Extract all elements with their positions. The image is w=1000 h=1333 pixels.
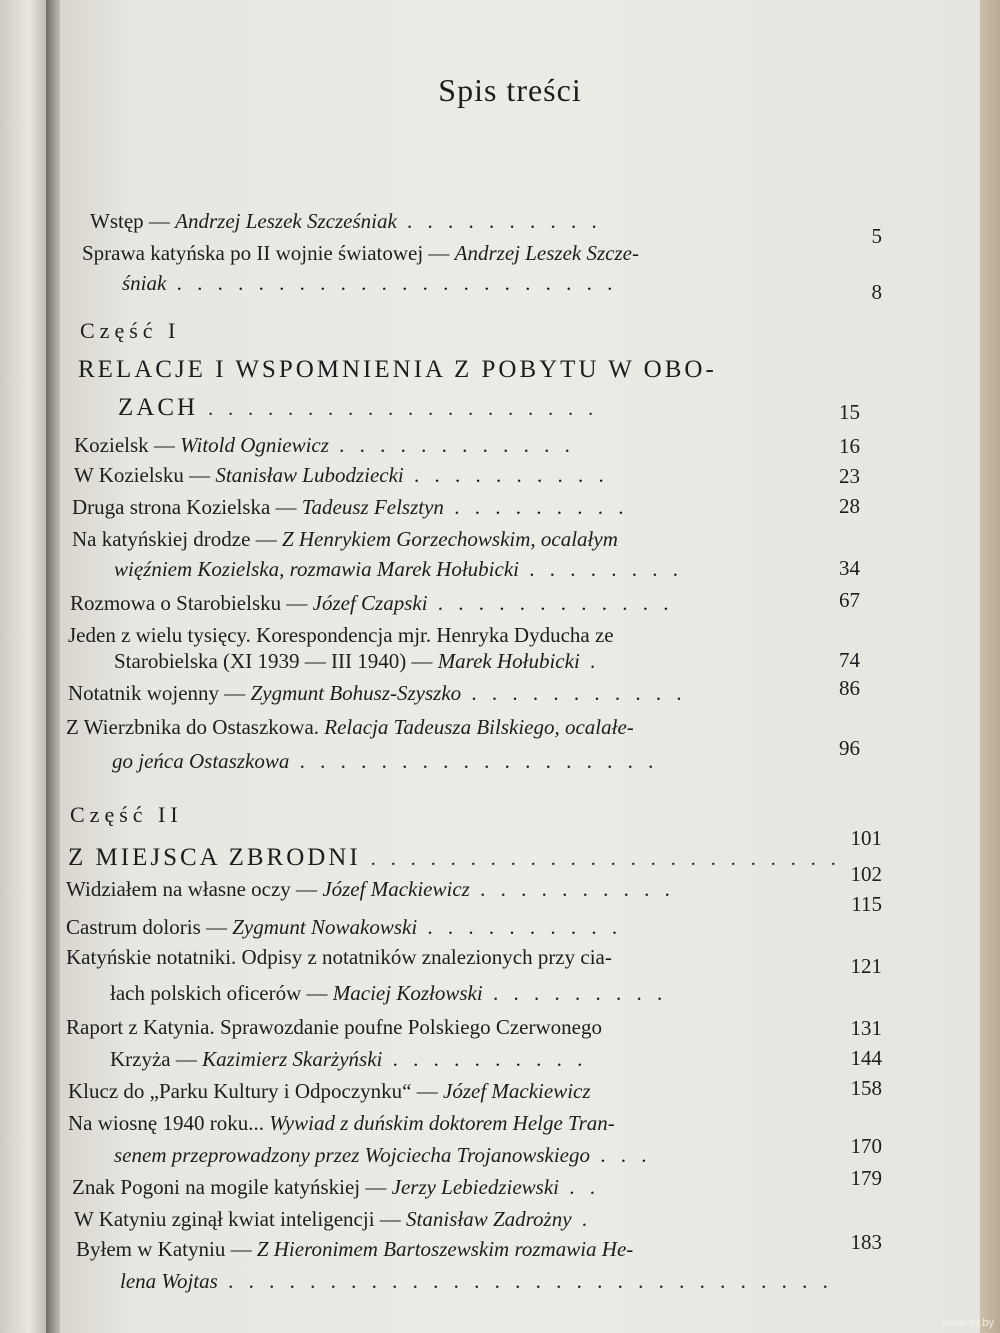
page-number: 8 xyxy=(871,280,882,304)
toc-entry: Kozielsk — Witold Ogniewicz . . . . . . . . . . . . xyxy=(74,433,575,457)
toc-entry-continuation: go jeńca Ostaszkowa . . . . . . . . . . . . . . . . . . xyxy=(112,749,659,773)
page-number: 121 xyxy=(850,954,882,978)
page-number: 144 xyxy=(850,1046,882,1070)
toc-entry-continuation: Krzyża — Kazimierz Skarżyński . . . . . . . . . . xyxy=(110,1047,588,1071)
toc-entry-continuation: śniak . . . . . . . . . . . . . . . . . . . . . . xyxy=(122,271,618,295)
toc-entry: Raport z Katynia. Sprawozdanie poufne Polskiego Czerwonego xyxy=(66,1015,602,1039)
toc-entry: Wstęp — Andrzej Leszek Szcześniak . . . . . . . . . . xyxy=(90,209,602,233)
page-number: 158 xyxy=(850,1076,882,1100)
toc-page xyxy=(60,0,980,1333)
right-page-edge xyxy=(980,0,1000,1333)
page-number: 15 xyxy=(839,400,860,424)
toc-entry: Z Wierzbnika do Ostaszkowa. Relacja Tadeusza Bilskiego, ocalałe- xyxy=(66,715,634,739)
toc-entry: Byłem w Katyniu — Z Hieronimem Bartoszewskim rozmawia He- xyxy=(76,1237,634,1261)
toc-entry: Jeden z wielu tysięcy. Korespondencja mjr. Henryka Dyducha ze xyxy=(68,623,614,647)
toc-entry: Notatnik wojenny — Zygmunt Bohusz-Szyszko . . . . . . . . . . . xyxy=(68,681,687,705)
page-number: 101 xyxy=(850,826,882,850)
page-number: 96 xyxy=(839,736,860,760)
page-number: 16 xyxy=(839,434,860,458)
page-number: 170 xyxy=(850,1134,882,1158)
toc-entry: Rozmowa o Starobielsku — Józef Czapski . . . . . . . . . . . . xyxy=(70,591,674,615)
toc-entry-continuation: Starobielska (XI 1939 — III 1940) — Marek Hołubicki . xyxy=(114,649,601,673)
page-number: 115 xyxy=(851,892,882,916)
toc-entry-continuation: senem przeprowadzony przez Wojciecha Trojanowskiego . . . xyxy=(114,1143,652,1167)
toc-entry-continuation: łach polskich oficerów — Maciej Kozłowski . . . . . . . . . xyxy=(110,981,668,1005)
page-number: 23 xyxy=(839,464,860,488)
toc-entry: W Kozielsku — Stanisław Lubodziecki . . . . . . . . . . xyxy=(74,463,609,487)
page-number: 86 xyxy=(839,676,860,700)
toc-entry: Na wiosnę 1940 roku... Wywiad z duńskim doktorem Helge Tran- xyxy=(68,1111,615,1135)
page-number: 74 xyxy=(839,648,860,672)
part-label: Część I xyxy=(80,318,181,343)
toc-entry: Klucz do „Parku Kultury i Odpoczynku“ — Józef Mackiewicz xyxy=(68,1079,591,1103)
section-title: RELACJE I WSPOMNIENIA Z POBYTU W OBO- xyxy=(78,356,717,383)
toc-entry-continuation: więźniem Kozielska, rozmawia Marek Hołubicki . . . . . . . . xyxy=(114,557,683,581)
toc-entry: Znak Pogoni na mogile katyńskiej — Jerzy Lebiedziewski . . xyxy=(72,1175,600,1199)
toc-entry: Na katyńskiej drodze — Z Henrykiem Gorzechowskim, ocalałym xyxy=(72,527,618,551)
page-number: 67 xyxy=(839,588,860,612)
toc-entry: Castrum doloris — Zygmunt Nowakowski . . . . . . . . . . xyxy=(66,915,623,939)
page-number: 179 xyxy=(850,1166,882,1190)
left-page-edge xyxy=(0,0,48,1333)
toc-entry: Widziałem na własne oczy — Józef Mackiewicz . . . . . . . . . . xyxy=(66,877,675,901)
page-number: 28 xyxy=(839,494,860,518)
part-label: Część II xyxy=(70,802,183,827)
page-title: Spis treści xyxy=(438,72,582,108)
page-number: 131 xyxy=(850,1016,882,1040)
section-title-continuation: ZACH . . . . . . . . . . . . . . . . . . . . xyxy=(118,394,599,421)
page-number: 102 xyxy=(850,862,882,886)
toc-entry: W Katyniu zginął kwiat inteligencji — Stanisław Zadrożny . xyxy=(74,1207,593,1231)
toc-entry-continuation: lena Wojtas . . . . . . . . . . . . . . . . . . . . . . . . . . . . . . xyxy=(120,1269,833,1293)
toc-entry: Katyńskie notatniki. Odpisy z notatników znalezionych przy cia- xyxy=(66,945,612,969)
section-title: Z MIEJSCA ZBRODNI . . . . . . . . . . . . . . . . . . . . . . . . xyxy=(68,844,841,871)
watermark: www.ay.by xyxy=(942,1317,994,1329)
toc-entry: Druga strona Kozielska — Tadeusz Felsztyn . . . . . . . . . xyxy=(72,495,629,519)
page-number: 34 xyxy=(839,556,860,580)
page-number: 183 xyxy=(850,1230,882,1254)
toc-entry: Sprawa katyńska po II wojnie światowej — Andrzej Leszek Szcze- xyxy=(82,241,639,265)
page-number: 5 xyxy=(871,224,882,248)
